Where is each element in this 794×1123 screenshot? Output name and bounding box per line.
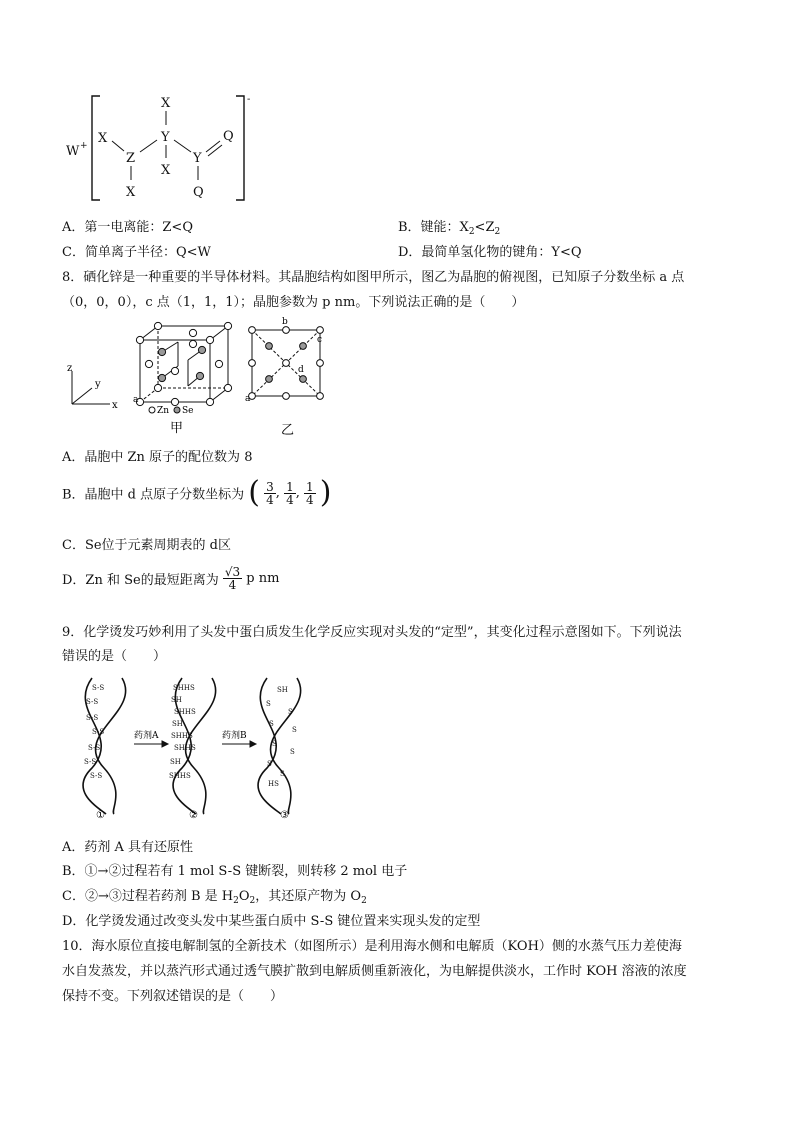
agent-b-label: 药剂B [222, 731, 247, 741]
svg-text:SH: SH [277, 686, 288, 694]
q9-stem-line1: 9．化学烫发巧妙利用了头发中蛋白质发生化学反应实现对头发的“定型”，其变化过程示意图如下。下列说法 [62, 625, 682, 640]
svg-text:SHHS: SHHS [174, 708, 196, 716]
svg-text:S-S: S-S [86, 714, 99, 722]
q9-hair-figure [62, 672, 332, 824]
legend-se: Se [182, 406, 194, 416]
svg-text:S: S [280, 770, 285, 778]
q10-stem-line1: 10．海水原位直接电解制氢的全新技术（如图所示）是利用海水侧和电解质（KOH）侧的水蒸气压力差使海 [62, 939, 682, 954]
q7-option-b: B．键能：$X_2<Z_2$ [398, 220, 501, 237]
svg-text:SHHS: SHHS [173, 684, 195, 692]
svg-text:SH: SH [171, 696, 182, 704]
svg-text:S: S [267, 760, 272, 768]
legend-zn: Zn [157, 406, 170, 416]
fig-yi-label-a: a [245, 394, 251, 404]
axis-y: y [95, 379, 101, 390]
svg-text:S-S: S-S [86, 698, 99, 706]
stage-3-label: ③ [280, 810, 289, 821]
atom-x-bottom-mid: X [161, 163, 171, 178]
atom-z: Z [126, 151, 136, 166]
stage-2-label: ② [189, 810, 198, 821]
svg-text:SHHS: SHHS [169, 772, 191, 780]
svg-text:S-S: S-S [88, 744, 101, 752]
fig-yi-label-b: b [282, 317, 288, 327]
q8-stem-line1: 8．硒化锌是一种重要的半导体材料。其晶胞结构如图甲所示，图乙为晶胞的俯视图，已知原子分数坐标 a 点 [62, 270, 685, 285]
q7-option-d: D．最简单氢化物的键角：Y<Q [398, 245, 582, 260]
fig-yi-label-c: c [317, 335, 323, 345]
svg-text:SHHS: SHHS [171, 732, 193, 740]
svg-text:S: S [269, 720, 274, 728]
atom-y-right: Y [193, 151, 202, 166]
fig-jia-label-a: a [133, 395, 139, 405]
q9-option-c: C．②→③过程若药剂 B 是 $H_2O_2$，其还原产物为 $O_2$ [62, 889, 367, 906]
q7-structure-figure [60, 92, 270, 204]
q9-option-b: B．①→②过程若有 1 mol S-S 键断裂，则转移 2 mol 电子 [62, 864, 408, 879]
q8-option-d: D．Zn 和 Se的最短距离为 $\frac{√3}{4}$ p nm [62, 565, 280, 592]
stage-1-label: ① [96, 810, 105, 821]
cation-charge: + [80, 141, 88, 151]
svg-text:SH: SH [170, 758, 181, 766]
axis-z: z [67, 363, 73, 374]
q8-stem-line2: （0，0，0），c 点（1，1，1）；晶胞参数为 p nm。下列说法正确的是（ ） [62, 295, 525, 310]
q10-stem-line2: 水自发蒸发，并以蒸汽形式通过透气膜扩散到电解质侧重新液化，为电解提供淡水，工作时 KOH 溶液的浓度 [62, 964, 687, 979]
svg-text:S: S [288, 708, 293, 716]
atom-x-bottom-left: X [126, 185, 136, 200]
svg-text:SH: SH [172, 720, 183, 728]
q9-option-a: A．药剂 A 具有还原性 [62, 840, 194, 855]
q10-stem-line3: 保持不变。下列叙述错误的是（ ） [62, 989, 284, 1004]
q8-option-b: B．晶胞中 d 点原子分数坐标为 ( $\frac{3}{4}$ , $\frac{1}{4}$ , $\frac{1}{4}$ ) [62, 475, 332, 510]
right-bracket [236, 96, 244, 200]
svg-text:S: S [292, 726, 297, 734]
caption-yi: 乙 [281, 423, 295, 438]
svg-text:S: S [272, 740, 277, 748]
atom-q-bottom: Q [193, 185, 204, 200]
axis-x: x [112, 400, 118, 411]
svg-text:HS: HS [268, 780, 279, 788]
svg-text:S-S: S-S [84, 758, 97, 766]
atom-y-center: Y [161, 130, 170, 145]
atom-x-left: X [98, 131, 108, 146]
caption-jia: 甲 [170, 421, 184, 436]
svg-text:S-S: S-S [90, 772, 103, 780]
q8-option-c: C．Se位于元素周期表的 d区 [62, 538, 232, 553]
anion-charge: - [247, 94, 251, 105]
svg-text:S-S: S-S [92, 684, 105, 692]
svg-text:S: S [266, 700, 271, 708]
fig-yi-label-d: d [298, 365, 304, 375]
q7-option-c: C．简单离子半径：Q<W [62, 245, 211, 260]
cation-w: W [66, 144, 80, 159]
svg-text:S-S: S-S [92, 728, 105, 736]
q9-option-d: D．化学烫发通过改变头发中某些蛋白质中 S-S 键位置来实现头发的定型 [62, 914, 481, 929]
q7-option-a: A．第一电离能：Z<Q [62, 220, 193, 235]
agent-a-label: 药剂A [134, 731, 159, 741]
svg-text:SHHS: SHHS [174, 744, 196, 752]
q8-option-a: A．晶胞中 Zn 原子的配位数为 8 [62, 450, 253, 465]
left-bracket [92, 96, 100, 200]
svg-text:S: S [290, 748, 295, 756]
atom-q-top: Q [223, 129, 234, 144]
q8-crystal-figure [62, 316, 334, 438]
atom-x-top: X [161, 96, 171, 111]
q9-stem-line2: 错误的是（ ） [62, 649, 167, 664]
